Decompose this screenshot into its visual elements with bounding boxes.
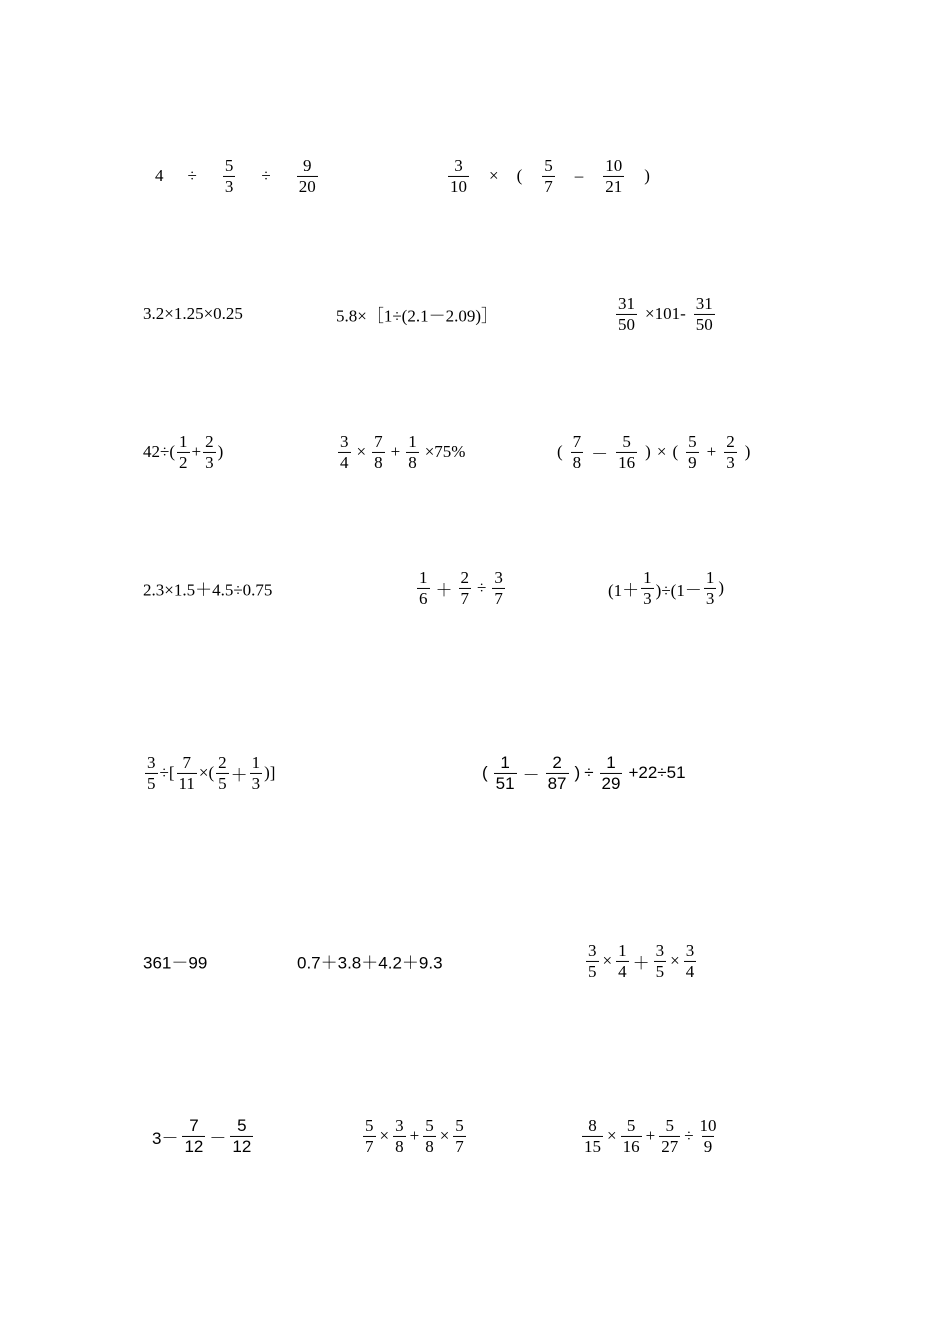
fraction-denominator: 3 [705,588,715,608]
fraction-numerator: 3 [454,155,463,175]
fraction [145,753,158,793]
fraction-denominator: 5 [588,961,597,981]
fraction [724,432,737,472]
expression-text: 0.7＋3.8＋4.2＋9.3 [297,953,443,973]
expression-text: ( [482,763,488,782]
fraction [250,753,263,793]
fraction-numerator: 7 [182,752,191,772]
expression-text: )] [264,763,276,782]
fraction-denominator: 20 [298,176,316,196]
fraction-numerator: 5 [665,1115,674,1135]
fraction [542,156,555,196]
math-problem [297,949,443,974]
expression-text: × [489,166,499,185]
fraction [684,941,697,981]
fraction-denominator: 16 [618,452,636,472]
expression-text: ＋ [230,765,248,785]
math-problem [415,568,507,608]
expression-text: ÷ [477,578,487,597]
fraction-numerator: 3 [655,940,665,960]
fraction-numerator: 5 [455,1115,464,1135]
fraction-numerator: 1 [705,567,715,587]
fraction-denominator: 8 [395,1136,404,1156]
fraction-denominator: 3 [726,452,735,472]
expression-text: × [356,442,367,461]
expression-text: (1＋ [608,580,640,600]
fraction [698,1116,719,1156]
expression-text: ) [644,166,650,185]
fraction [582,1116,603,1156]
fraction-denominator: 3 [205,452,214,472]
fraction-numerator: 2 [218,752,227,772]
math-problem [143,304,243,324]
fraction-numerator: 3 [395,1115,404,1135]
expression-text: － [209,1128,227,1148]
fraction-numerator: 1 [179,431,188,451]
fraction-numerator: 1 [419,567,428,587]
expression-text: – [574,166,584,185]
expression-text: ) [217,442,224,461]
fraction [223,156,236,196]
fraction-denominator: 9 [703,1136,713,1156]
fraction [417,568,430,608]
expression-text: 3.2×1.25×0.25 [143,304,243,323]
fraction-denominator: 87 [547,773,567,793]
fraction-denominator: 8 [425,1136,434,1156]
fraction-numerator: 5 [224,155,234,175]
fraction-denominator: 4 [340,452,349,472]
fraction [686,432,699,472]
math-problem [580,1116,721,1156]
fraction-denominator: 6 [419,588,428,608]
expression-text: × [656,442,667,461]
fraction [177,432,190,472]
fraction-denominator: 21 [605,176,623,196]
fraction-denominator: 51 [495,773,515,793]
fraction-denominator: 8 [572,452,582,472]
fraction-numerator: 2 [726,431,735,451]
expression-text: × [379,1126,390,1145]
fraction [492,568,505,608]
fraction [182,1116,205,1156]
fraction-denominator: 50 [618,314,635,334]
fraction [694,294,715,334]
fraction-denominator: 4 [618,961,627,981]
expression-text: ＋ [632,953,650,973]
fraction [546,753,569,793]
fraction [600,753,623,793]
expression-text: × [439,1126,450,1145]
fraction-numerator: 3 [340,431,349,451]
expression-text: － [522,765,540,785]
expression-text: + [191,442,202,461]
fraction-numerator: 5 [365,1115,374,1135]
fraction-numerator: 10 [605,155,623,175]
fraction-numerator: 7 [572,431,582,451]
math-problem [143,432,223,472]
fraction-numerator: 1 [606,752,616,772]
fraction-numerator: 3 [588,940,597,960]
expression-text: ) [744,442,751,461]
fraction [448,156,469,196]
fraction [659,1116,680,1156]
fraction [338,432,351,472]
fraction-denominator: 3 [251,773,261,793]
math-problem [143,753,275,793]
expression-text: ÷ [584,763,594,782]
fraction-denominator: 8 [374,452,383,472]
fraction-denominator: 15 [584,1136,601,1156]
expression-text: × [607,1126,617,1145]
fraction-numerator: 1 [643,567,652,587]
fraction-denominator: 7 [365,1136,374,1156]
expression-text: ( [557,442,563,461]
fraction-denominator: 5 [147,773,156,793]
fraction [459,568,472,608]
fraction-denominator: 7 [544,176,553,196]
math-problem [482,753,686,793]
fraction [203,432,216,472]
fraction-numerator: 3 [494,567,503,587]
expression-text: － [591,444,609,464]
fraction [372,432,385,472]
expression-text: ÷ [187,166,197,185]
fraction [616,432,637,472]
expression-text: 5.8×［1÷(2.1－2.09)］ [336,306,498,326]
expression-text: + [706,442,717,461]
fraction [641,568,654,608]
math-problem [584,941,698,981]
expression-text: ( [516,166,523,185]
fraction-denominator: 29 [601,773,621,793]
fraction-numerator: 5 [622,431,631,451]
expression-text: 361－99 [143,953,208,973]
fraction-numerator: 31 [695,293,713,313]
fraction-numerator: 1 [251,752,261,772]
fraction [616,941,629,981]
fraction-denominator: 7 [460,588,469,608]
expression-text: ) [574,763,581,782]
math-problem [155,156,320,196]
fraction [406,432,419,472]
expression-text: ×75% [424,442,466,461]
math-problem [336,432,465,472]
expression-text: + [409,1126,420,1145]
fraction-denominator: 2 [179,452,188,472]
fraction [654,941,667,981]
expression-text: ÷ [684,1126,694,1145]
fraction-numerator: 3 [147,752,156,772]
expression-text: 4 [155,166,164,185]
expression-text: ÷[ [159,763,175,782]
fraction [423,1116,436,1156]
fraction-denominator: 50 [695,314,713,334]
fraction-numerator: 5 [425,1115,434,1135]
fraction-denominator: 12 [184,1136,204,1156]
fraction [704,568,717,608]
fraction [494,753,517,793]
fraction [603,156,624,196]
fraction-denominator: 9 [688,452,697,472]
fraction-numerator: 31 [618,293,635,313]
fraction [616,294,637,334]
fraction-numerator: 2 [460,567,469,587]
fraction [216,753,229,793]
fraction-numerator: 5 [544,155,553,175]
expression-text: +22÷51 [628,763,686,782]
expression-text: ) [645,442,651,461]
fraction-numerator: 1 [408,431,417,451]
expression-text: × [602,951,613,970]
fraction [363,1116,376,1156]
fraction-numerator: 10 [699,1115,717,1135]
expression-text: ×101- [645,304,686,323]
fraction-numerator: 1 [618,940,627,960]
expression-text: + [645,1126,656,1145]
math-problem [143,576,272,601]
fraction [393,1116,406,1156]
fraction-denominator: 16 [622,1136,640,1156]
fraction [453,1116,466,1156]
fraction-denominator: 10 [450,176,467,196]
expression-text: × [670,951,680,970]
fraction [571,432,584,472]
math-problem [152,1116,255,1156]
fraction-denominator: 3 [224,176,234,196]
fraction-denominator: 5 [655,961,665,981]
expression-text: ÷ [261,166,271,185]
expression-text: )÷(1－ [655,580,702,600]
fraction-denominator: 4 [685,961,695,981]
math-problem [361,1116,468,1156]
fraction-numerator: 3 [685,940,695,960]
fraction-numerator: 2 [205,431,214,451]
fraction-numerator: 5 [237,1115,247,1135]
expression-text: 42÷( [143,442,175,461]
expression-text: + [390,442,401,461]
fraction-numerator: 5 [626,1115,636,1135]
fraction [297,156,318,196]
fraction-denominator: 27 [661,1136,679,1156]
fraction-denominator: 3 [643,588,652,608]
fraction-denominator: 11 [178,773,195,793]
fraction [586,941,599,981]
fraction-numerator: 8 [588,1115,597,1135]
fraction-denominator: 8 [408,452,417,472]
fraction-numerator: 9 [302,155,312,175]
fraction [621,1116,642,1156]
fraction-denominator: 7 [494,588,503,608]
fraction [177,753,197,793]
fraction-denominator: 5 [218,773,227,793]
fraction-denominator: 12 [232,1136,252,1156]
math-problem [608,568,724,608]
math-problem [446,156,650,196]
fraction-numerator: 7 [374,431,383,451]
fraction-numerator: 1 [500,752,510,772]
math-problem [614,294,717,334]
math-problem [557,432,750,472]
fraction-numerator: 7 [189,1115,199,1135]
expression-text: ＋ [435,580,453,600]
expression-text: ×( [198,763,215,782]
fraction [230,1116,253,1156]
expression-text: 3－ [152,1128,179,1148]
math-problem [336,302,498,327]
expression-text: ) [718,578,724,597]
fraction-numerator: 5 [688,431,697,451]
expression-text: 2.3×1.5＋4.5÷0.75 [143,580,273,600]
math-problem [143,949,207,974]
fraction-denominator: 7 [455,1136,464,1156]
expression-text: ( [672,442,679,461]
fraction-numerator: 2 [552,752,562,772]
